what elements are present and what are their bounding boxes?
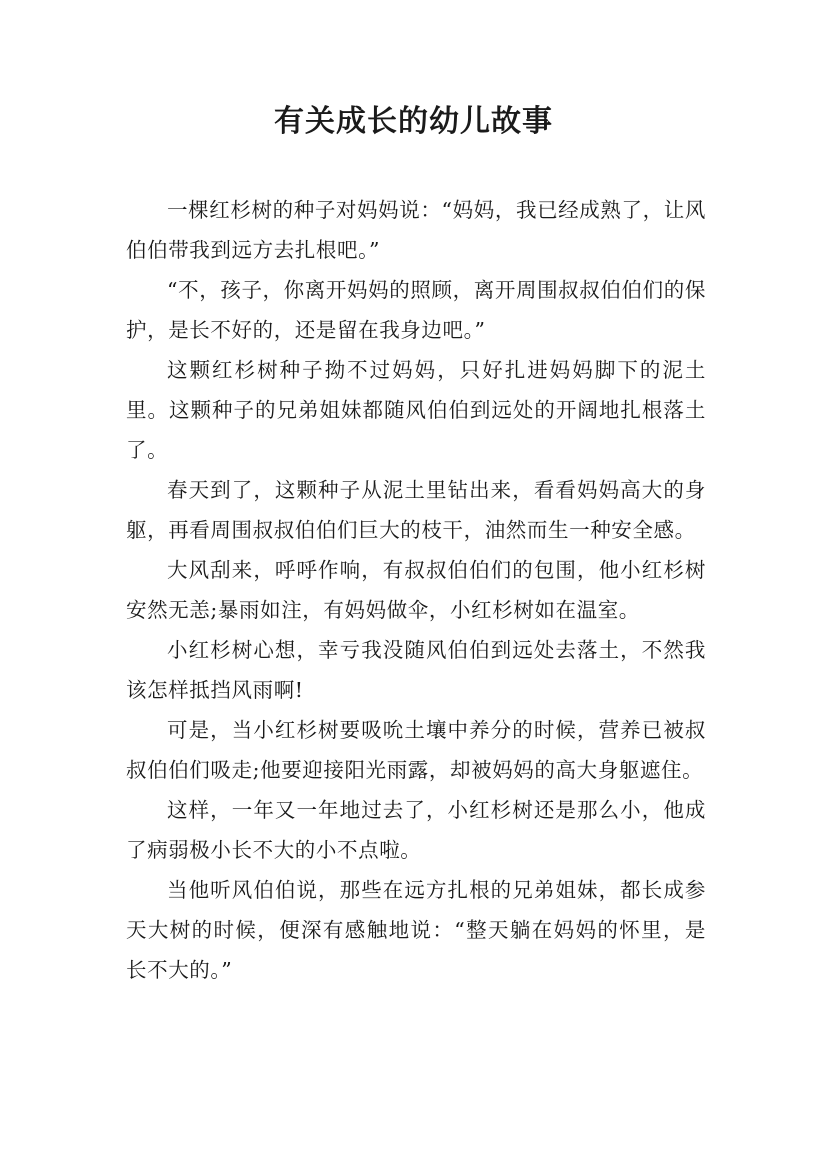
document-title: 有关成长的幼儿故事 [274,104,553,139]
story-paragraph-9: 当他听风伯伯说，那些在远方扎根的兄弟姐妹，都长成参天大树的时候，便深有感触地说：“整天躺在妈妈的怀里，是长不大的。” [126,878,706,982]
story-paragraph-4: 春天到了，这颗种子从泥土里钻出来，看看妈妈高大的身躯，再看周围叔叔伯伯们巨大的枝干，油然而生一种安全感。 [126,478,706,542]
story-body [126,190,706,990]
story-paragraph-7: 可是，当小红杉树要吸吮土壤中养分的时候，营养已被叔叔伯伯们吸走;他要迎接阳光雨露，却被妈妈的高大身躯遮住。 [126,718,706,782]
story-paragraph-1: 一棵红杉树的种子对妈妈说：“妈妈，我已经成熟了，让风伯伯带我到远方去扎根吧。” [126,198,706,262]
story-paragraph-3: 这颗红杉树种子拗不过妈妈，只好扎进妈妈脚下的泥土里。这颗种子的兄弟姐妹都随风伯伯到远处的开阔地扎根落土了。 [126,358,706,462]
story-paragraph-8: 这样，一年又一年地过去了，小红杉树还是那么小，他成了病弱极小长不大的小不点啦。 [126,798,706,862]
story-paragraph-6: 小红杉树心想，幸亏我没随风伯伯到远处去落土，不然我该怎样抵挡风雨啊! [126,638,706,702]
story-paragraph-2: “不，孩子，你离开妈妈的照顾，离开周围叔叔伯伯们的保护，是长不好的，还是留在我身边吧。” [126,278,706,342]
story-paragraph-5: 大风刮来，呼呼作响，有叔叔伯伯们的包围，他小红杉树安然无恙;暴雨如注，有妈妈做伞，小红杉树如在温室。 [126,558,706,622]
